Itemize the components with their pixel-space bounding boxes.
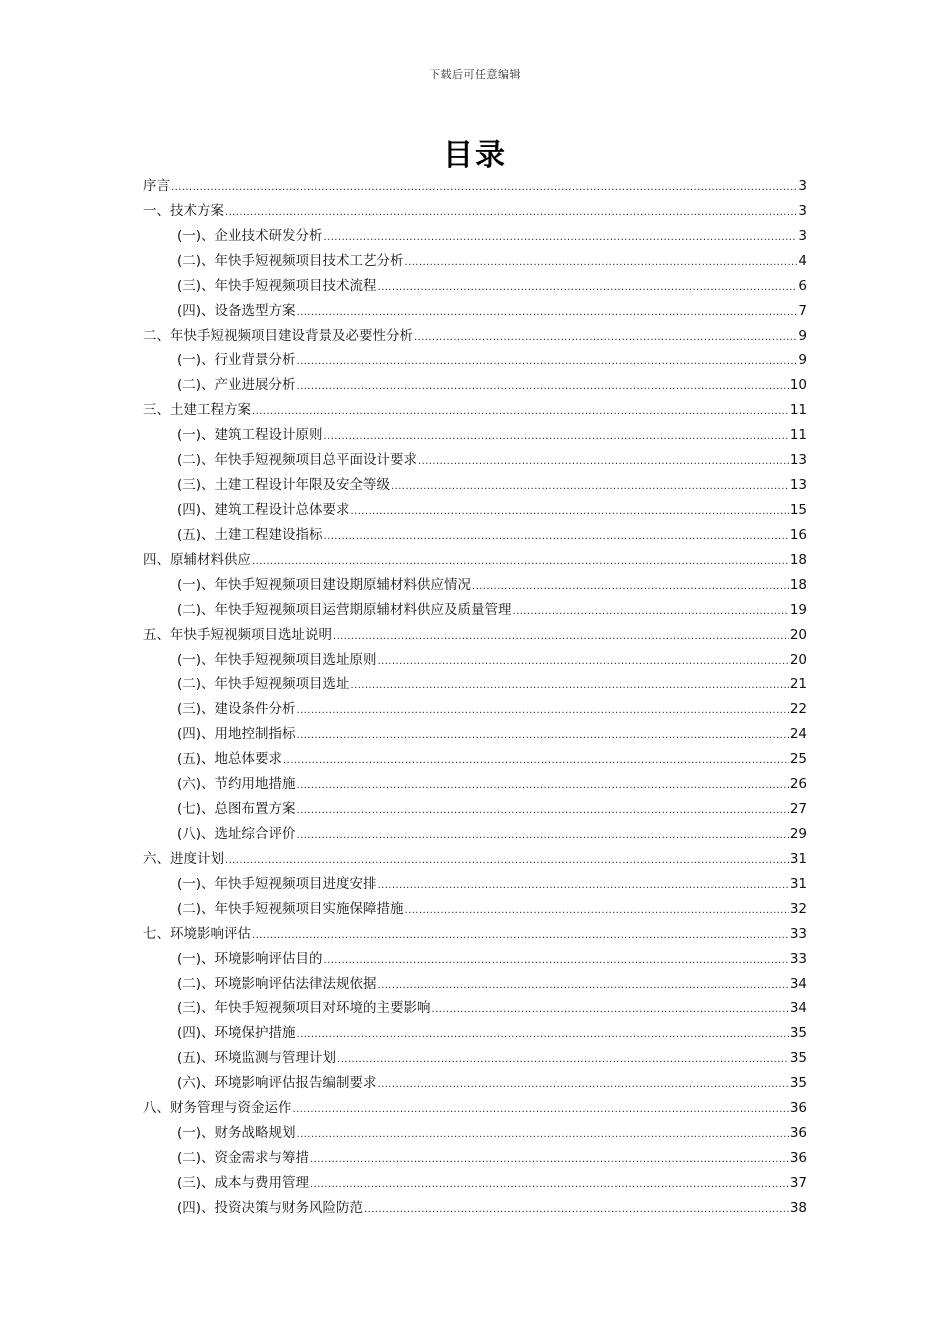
toc-entry-page-number: 22 [789, 701, 807, 718]
toc-entry-page-number: 6 [798, 277, 807, 294]
toc-entry[interactable] [143, 324, 807, 349]
toc-entry-label: (一)、企业技术研发分析 [177, 227, 323, 244]
toc-entry[interactable] [143, 772, 807, 797]
toc-entry[interactable] [143, 598, 807, 623]
toc-entry-page-number: 35 [789, 1050, 807, 1067]
toc-entry-page-number: 3 [798, 202, 807, 219]
toc-entry-page-number: 11 [789, 402, 807, 419]
toc-entry-label: (一)、财务战略规划 [177, 1125, 296, 1142]
toc-entry[interactable] [143, 199, 807, 224]
toc-entry[interactable] [143, 348, 807, 373]
toc-entry-label: 序言 [143, 178, 170, 194]
toc-entry[interactable] [143, 473, 807, 498]
toc-entry-label: (三)、年快手短视频项目对环境的主要影响 [177, 1000, 431, 1017]
toc-entry-page-number: 15 [789, 501, 807, 518]
toc-dot-leader [378, 874, 789, 897]
toc-entry-page-number: 13 [789, 477, 807, 494]
toc-entry-label: (三)、年快手短视频项目技术流程 [177, 277, 377, 294]
toc-entry[interactable] [143, 1046, 807, 1071]
toc-entry[interactable] [143, 299, 807, 324]
toc-dot-leader [351, 500, 789, 523]
toc-entry[interactable] [143, 498, 807, 523]
toc-entry-page-number: 37 [789, 1174, 807, 1191]
toc-dot-leader [225, 201, 797, 224]
toc-entry-page-number: 24 [789, 726, 807, 743]
toc-dot-leader [293, 1098, 789, 1121]
toc-entry-label: (五)、地总体要求 [177, 751, 283, 768]
toc-dot-leader [378, 974, 789, 997]
toc-entry-page-number: 31 [789, 875, 807, 892]
toc-entry-page-number: 10 [789, 377, 807, 394]
toc-entry-page-number: 20 [789, 626, 807, 643]
toc-entry-page-number: 35 [789, 1075, 807, 1092]
toc-entry[interactable] [143, 822, 807, 847]
toc-dot-leader [225, 849, 789, 872]
toc-entry[interactable] [143, 1146, 807, 1171]
toc-entry-label: (一)、环境影响评估目的 [177, 950, 323, 967]
toc-entry[interactable] [143, 1196, 807, 1221]
toc-entry-page-number: 33 [789, 925, 807, 942]
toc-entry[interactable] [143, 996, 807, 1021]
toc-dot-leader [310, 1148, 789, 1171]
toc-entry-label: (二)、环境影响评估法律法规依据 [177, 975, 377, 992]
toc-entry-label: (二)、年快手短视频项目技术工艺分析 [177, 252, 404, 269]
toc-dot-leader [391, 475, 789, 498]
toc-entry[interactable] [143, 174, 807, 199]
toc-entry-page-number: 21 [789, 676, 807, 693]
toc-entry[interactable] [143, 947, 807, 972]
toc-entry-label: (二)、年快手短视频项目总平面设计要求 [177, 452, 418, 469]
toc-entry[interactable] [143, 1171, 807, 1196]
toc-dot-leader [297, 375, 789, 398]
toc-dot-leader [324, 425, 789, 448]
toc-entry-label: 三、土建工程方案 [143, 402, 251, 419]
toc-entry-label: (四)、用地控制指标 [177, 726, 296, 743]
toc-entry[interactable] [143, 548, 807, 573]
toc-entry-page-number: 31 [789, 850, 807, 867]
toc-dot-leader [297, 1123, 789, 1146]
toc-dot-leader [171, 176, 797, 199]
toc-entry-label: (四)、建筑工程设计总体要求 [177, 501, 350, 518]
toc-dot-leader [351, 674, 789, 697]
toc-entry[interactable] [143, 922, 807, 947]
toc-entry[interactable] [143, 648, 807, 673]
toc-entry-page-number: 26 [789, 776, 807, 793]
toc-entry-label: (六)、节约用地措施 [177, 776, 296, 793]
toc-entry-label: (一)、建筑工程设计原则 [177, 427, 323, 444]
table-of-contents [143, 174, 807, 1221]
toc-dot-leader [513, 600, 789, 623]
toc-entry-page-number: 36 [789, 1100, 807, 1117]
toc-dot-leader [378, 1073, 789, 1096]
toc-entry-page-number: 32 [789, 900, 807, 917]
toc-dot-leader [324, 226, 798, 249]
toc-entry[interactable] [143, 623, 807, 648]
toc-dot-leader [297, 799, 789, 822]
toc-entry-label: (七)、总图布置方案 [177, 801, 296, 818]
toc-dot-leader [252, 400, 789, 423]
toc-entry-label: 一、技术方案 [143, 202, 224, 219]
toc-dot-leader [297, 350, 798, 373]
toc-entry-page-number: 38 [789, 1199, 807, 1216]
toc-entry-page-number: 35 [789, 1025, 807, 1042]
toc-entry-label: (五)、环境监测与管理计划 [177, 1050, 337, 1067]
toc-dot-leader [297, 824, 789, 847]
toc-entry-page-number: 18 [789, 576, 807, 593]
toc-dot-leader [297, 1023, 789, 1046]
toc-entry-page-number: 7 [798, 302, 807, 319]
toc-entry-label: (三)、土建工程设计年限及安全等级 [177, 477, 391, 494]
toc-entry-page-number: 19 [789, 601, 807, 618]
toc-entry[interactable] [143, 573, 807, 598]
toc-entry-page-number: 25 [789, 751, 807, 768]
toc-dot-leader [252, 550, 789, 573]
toc-entry-page-number: 3 [798, 178, 807, 194]
toc-entry-label: (一)、年快手短视频项目建设期原辅材料供应情况 [177, 576, 472, 593]
toc-dot-leader [297, 301, 798, 324]
toc-entry[interactable] [143, 448, 807, 473]
toc-dot-leader [333, 625, 789, 648]
toc-dot-leader [432, 998, 789, 1021]
toc-dot-leader [472, 575, 789, 598]
toc-entry[interactable] [143, 523, 807, 548]
toc-entry-label: (三)、建设条件分析 [177, 701, 296, 718]
toc-dot-leader [297, 774, 789, 797]
toc-entry-page-number: 9 [798, 327, 807, 344]
toc-entry-page-number: 9 [798, 352, 807, 369]
toc-entry-label: (六)、环境影响评估报告编制要求 [177, 1075, 377, 1092]
toc-dot-leader [310, 1173, 789, 1196]
toc-entry-label: 五、年快手短视频项目选址说明 [143, 626, 332, 643]
toc-entry-label: (二)、产业进展分析 [177, 377, 296, 394]
toc-dot-leader [418, 450, 789, 473]
toc-entry-page-number: 3 [798, 227, 807, 244]
toc-entry-label: (五)、土建工程建设指标 [177, 526, 323, 543]
toc-entry-label: 四、原辅材料供应 [143, 551, 251, 568]
toc-entry[interactable] [143, 274, 807, 299]
toc-dot-leader [378, 650, 789, 673]
toc-entry[interactable] [143, 373, 807, 398]
toc-entry-page-number: 11 [789, 427, 807, 444]
toc-dot-leader [405, 251, 798, 274]
toc-entry[interactable] [143, 398, 807, 423]
toc-entry-page-number: 36 [789, 1149, 807, 1166]
toc-dot-leader [252, 924, 789, 947]
toc-entry-label: (八)、选址综合评价 [177, 825, 296, 842]
toc-entry-label: (一)、年快手短视频项目进度安排 [177, 875, 377, 892]
toc-entry[interactable] [143, 972, 807, 997]
toc-entry[interactable] [143, 1071, 807, 1096]
toc-entry-label: (四)、设备选型方案 [177, 302, 296, 319]
toc-dot-leader [324, 525, 789, 548]
toc-entry-label: (三)、成本与费用管理 [177, 1174, 310, 1191]
toc-entry[interactable] [143, 897, 807, 922]
toc-dot-leader [283, 749, 789, 772]
toc-dot-leader [414, 326, 797, 349]
toc-entry-label: 八、财务管理与资金运作 [143, 1100, 292, 1117]
toc-dot-leader [364, 1198, 789, 1221]
page-title: 目录 [443, 138, 507, 173]
toc-entry[interactable] [143, 423, 807, 448]
toc-entry-label: (四)、投资决策与财务风险防范 [177, 1199, 364, 1216]
toc-entry-page-number: 16 [789, 526, 807, 543]
toc-entry[interactable] [143, 697, 807, 722]
toc-entry-label: 二、年快手短视频项目建设背景及必要性分析 [143, 327, 413, 344]
toc-entry[interactable] [143, 722, 807, 747]
toc-dot-leader [297, 699, 789, 722]
toc-entry-label: 六、进度计划 [143, 850, 224, 867]
toc-entry-page-number: 18 [789, 551, 807, 568]
toc-entry-page-number: 29 [789, 825, 807, 842]
toc-entry[interactable] [143, 249, 807, 274]
toc-entry[interactable] [143, 1096, 807, 1121]
toc-entry-label: (二)、资金需求与筹措 [177, 1149, 310, 1166]
toc-dot-leader [405, 899, 789, 922]
toc-entry-label: (四)、环境保护措施 [177, 1025, 296, 1042]
toc-entry[interactable] [143, 224, 807, 249]
toc-entry[interactable] [143, 797, 807, 822]
toc-entry-page-number: 20 [789, 651, 807, 668]
toc-entry-page-number: 36 [789, 1125, 807, 1142]
toc-entry-page-number: 13 [789, 452, 807, 469]
toc-entry-page-number: 34 [789, 1000, 807, 1017]
toc-entry[interactable] [143, 672, 807, 697]
toc-entry-label: (二)、年快手短视频项目选址 [177, 676, 350, 693]
toc-entry[interactable] [143, 872, 807, 897]
toc-dot-leader [297, 724, 789, 747]
toc-entry-page-number: 34 [789, 975, 807, 992]
toc-entry-label: (一)、年快手短视频项目选址原则 [177, 651, 377, 668]
toc-entry-label: (二)、年快手短视频项目实施保障措施 [177, 900, 404, 917]
toc-dot-leader [378, 276, 798, 299]
toc-dot-leader [337, 1048, 789, 1071]
toc-entry[interactable] [143, 747, 807, 772]
header-note: 下载后可任意编辑 [429, 68, 521, 81]
toc-entry-page-number: 4 [798, 252, 807, 269]
toc-entry[interactable] [143, 1121, 807, 1146]
toc-entry-page-number: 33 [789, 950, 807, 967]
toc-entry-label: 七、环境影响评估 [143, 925, 251, 942]
toc-entry[interactable] [143, 847, 807, 872]
toc-entry-label: (二)、年快手短视频项目运营期原辅材料供应及质量管理 [177, 601, 512, 618]
toc-entry-page-number: 27 [789, 801, 807, 818]
toc-entry[interactable] [143, 1021, 807, 1046]
toc-dot-leader [324, 949, 789, 972]
toc-entry-label: (一)、行业背景分析 [177, 352, 296, 369]
